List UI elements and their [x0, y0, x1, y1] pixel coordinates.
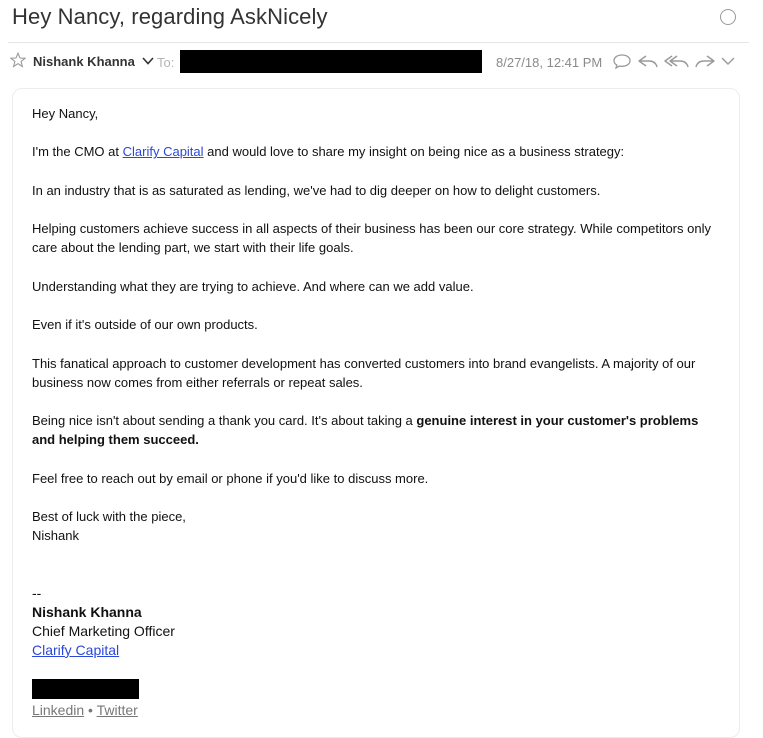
- p7-bold-1: genuine interest in your customer's problems: [416, 413, 699, 429]
- paragraph-6-line-2: business now comes from either referrals or repeat sales.: [32, 374, 363, 390]
- social-separator: •: [88, 701, 93, 718]
- message-body: [32, 104, 722, 720]
- forward-icon[interactable]: [694, 52, 716, 70]
- redacted-recipient: [180, 50, 482, 73]
- signature-name: Nishank Khanna: [32, 603, 142, 620]
- message-datetime: 8/27/18, 12:41 PM: [496, 55, 603, 70]
- reply-icon[interactable]: [637, 52, 659, 70]
- signature-title: Chief Marketing Officer: [32, 622, 175, 639]
- closing: Best of luck with the piece,: [32, 509, 186, 525]
- social-links: [32, 701, 722, 720]
- speech-bubble-icon[interactable]: [612, 52, 632, 70]
- paragraph-3-line-1: Helping customers achieve success in all aspects of their business has been our core strategy. While competitors only: [32, 221, 711, 237]
- paragraph-3-line-2: care about the lending part, we start with their life goals.: [32, 240, 354, 256]
- paragraph-7-line-2: [32, 430, 722, 449]
- twitter-link[interactable]: Twitter: [96, 701, 138, 718]
- paragraph-2: In an industry that is as saturated as lending, we've had to dig deeper on how to delight customers.: [32, 182, 601, 198]
- closing-name: Nishank: [32, 528, 79, 544]
- redacted-phone: [32, 679, 139, 699]
- email-subject: Hey Nancy, regarding AskNicely: [12, 4, 328, 29]
- paragraph-6-line-1: This fanatical approach to customer development has converted customers into brand evangelists. A majority of our: [32, 355, 696, 371]
- linkedin-link[interactable]: Linkedin: [32, 701, 85, 718]
- p7-before: Being nice isn't about sending a thank you card. It's about taking a: [32, 413, 417, 429]
- star-icon[interactable]: [10, 52, 26, 68]
- p1-before: I'm the CMO at: [32, 144, 123, 160]
- clarify-capital-link[interactable]: Clarify Capital: [122, 144, 204, 160]
- reply-all-icon[interactable]: [664, 52, 690, 70]
- sender-name[interactable]: Nishank Khanna: [33, 54, 135, 69]
- status-circle-icon[interactable]: [720, 9, 736, 25]
- paragraph-4: Understanding what they are trying to achieve. And where can we add value.: [32, 278, 474, 294]
- greeting: Hey Nancy,: [32, 106, 99, 121]
- paragraph-8: Feel free to reach out by email or phone if you'd like to discuss more.: [32, 470, 429, 486]
- paragraph-5: Even if it's outside of our own products.: [32, 317, 258, 333]
- p1-after: and would love to share my insight on being nice as a business strategy:: [203, 144, 625, 160]
- p7-bold-2: and helping them succeed.: [32, 432, 199, 448]
- signature-dashes: --: [32, 584, 42, 601]
- signature: [32, 584, 722, 720]
- signature-company-link[interactable]: Clarify Capital: [32, 641, 120, 658]
- to-label: To:: [157, 55, 175, 70]
- chevron-down-icon[interactable]: [141, 55, 155, 67]
- paragraph-1: [32, 142, 722, 161]
- paragraph-7-line-1: [32, 411, 722, 430]
- more-chevron-icon[interactable]: [720, 52, 736, 70]
- header-divider: [8, 42, 749, 43]
- message-header: [8, 50, 749, 74]
